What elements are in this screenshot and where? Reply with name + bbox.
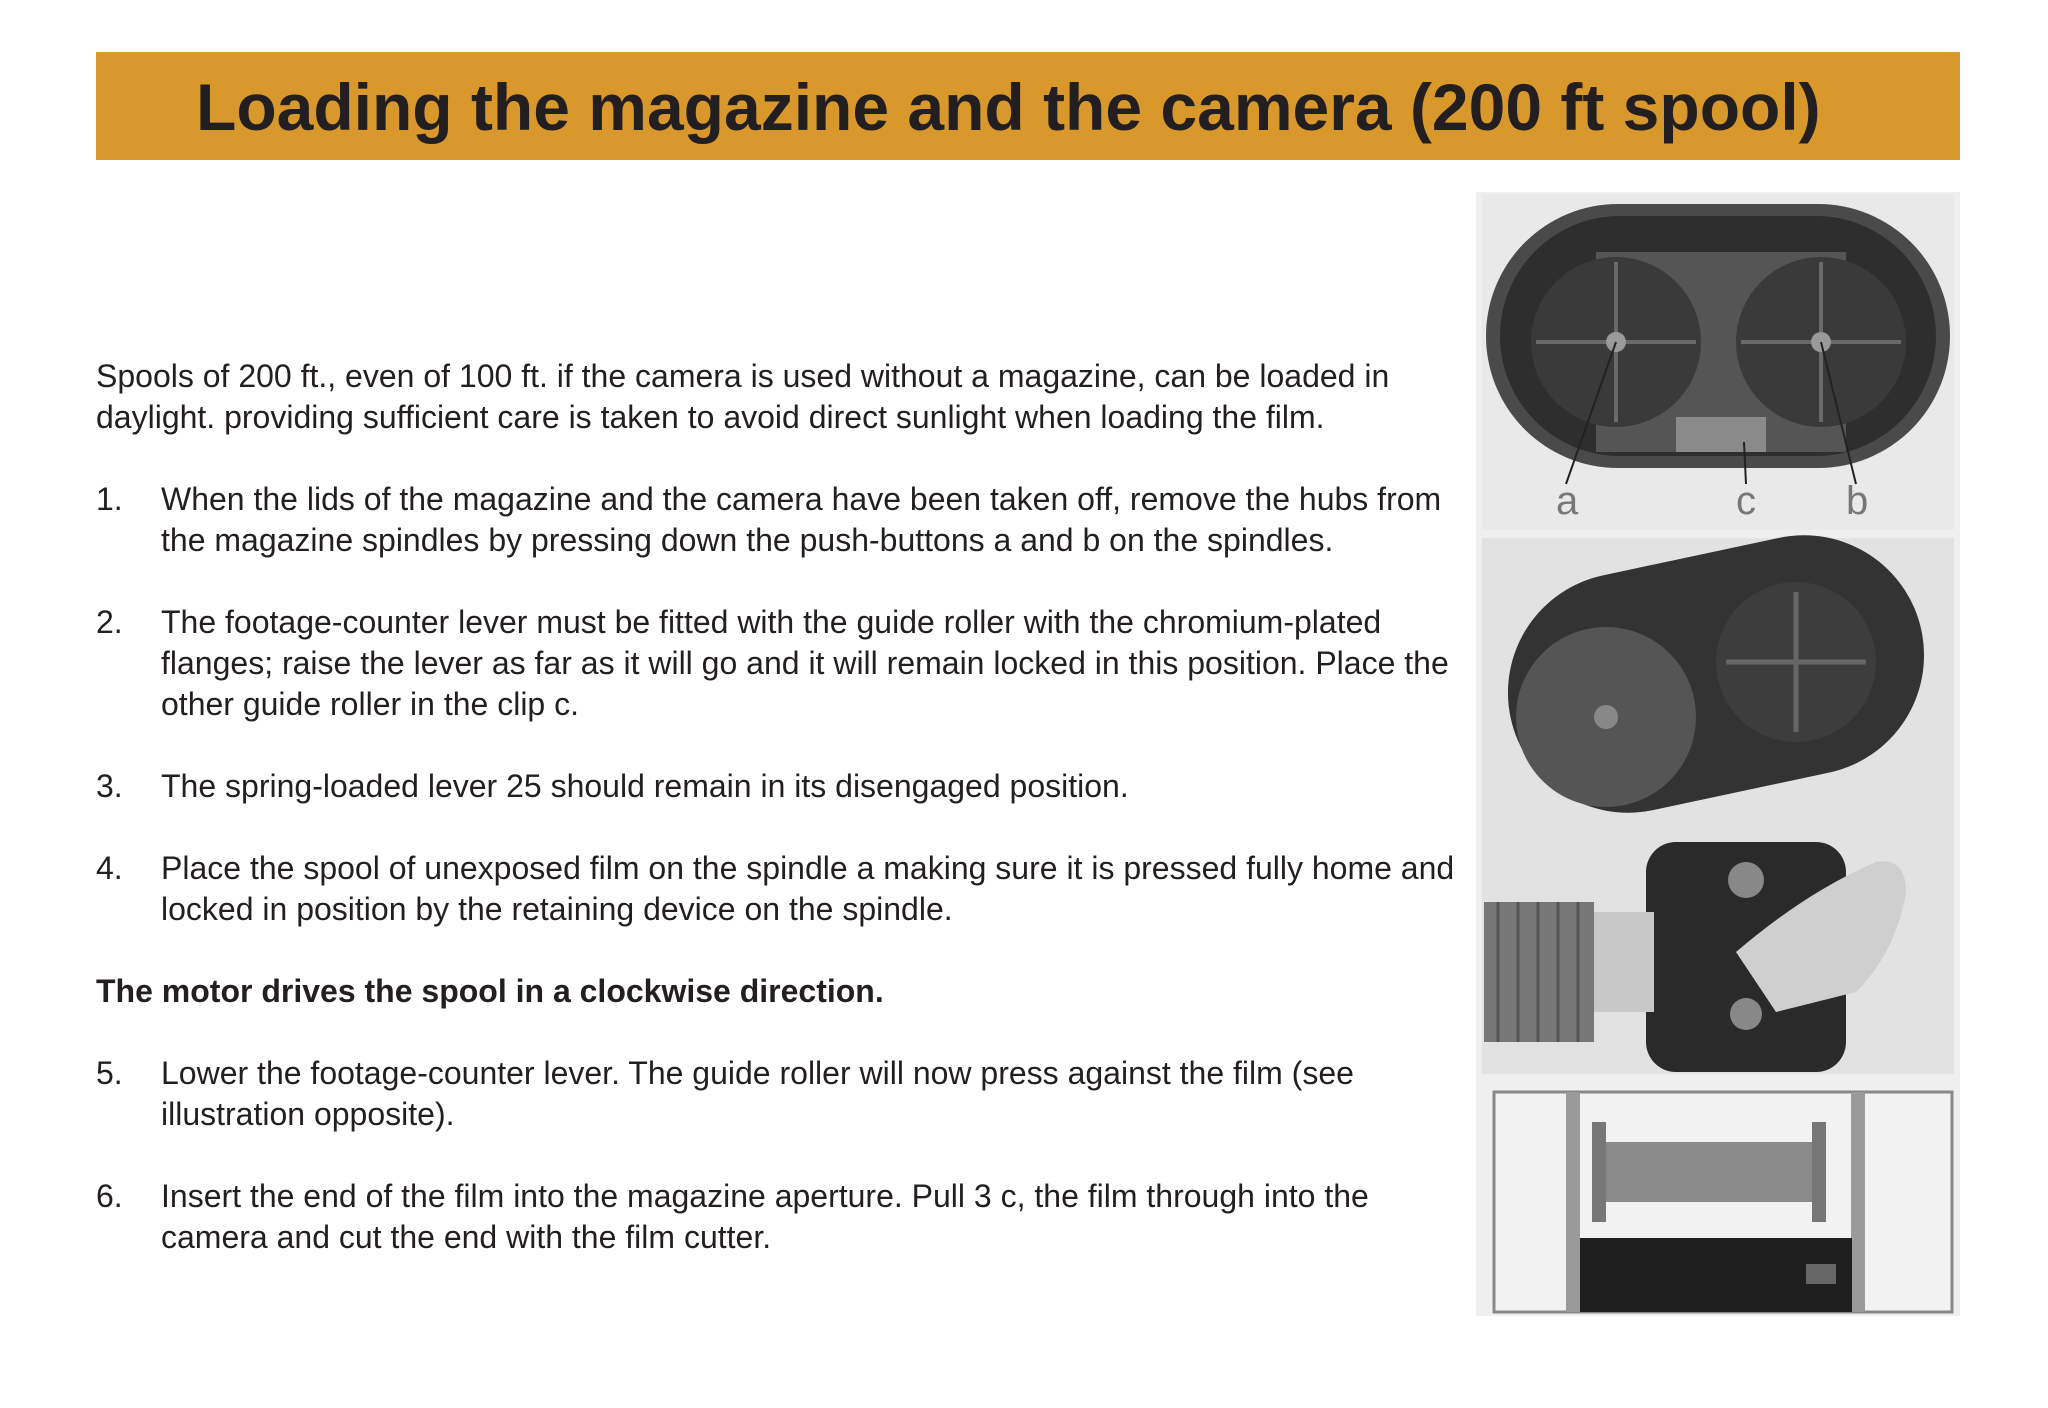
- step-text: The footage-counter lever must be fitted with the guide roller with the chromium-plated flanges; raise the lever as far as it will go and it will remain locked in this position. Place the other guide roller in the clip c.: [161, 604, 1449, 722]
- step-number: 4.: [96, 850, 123, 886]
- page-title: Loading the magazine and the camera (200 ft spool): [196, 70, 1821, 144]
- bold-note: The motor drives the spool in a clockwise direction.: [96, 973, 884, 1009]
- guide-roller: [1604, 1142, 1814, 1202]
- list-item: [96, 848, 1472, 930]
- step-number: 6.: [96, 1178, 123, 1214]
- step-text: Lower the footage-counter lever. The guide roller will now press against the film (see illustration opposite).: [161, 1055, 1354, 1132]
- film-gate: [1676, 417, 1766, 452]
- title-banner: [96, 52, 1960, 160]
- step-text: Place the spool of unexposed film on the spindle a making sure it is pressed fully home and locked in position by the retaining device on the spindle.: [161, 850, 1455, 927]
- camera-illustration-drawing: [1476, 192, 1960, 1316]
- step-text: When the lids of the magazine and the camera have been taken off, remove the hubs from the magazine spindles by pressing down the push-buttons a and b on the spindles.: [161, 481, 1442, 558]
- step-number: 1.: [96, 481, 123, 517]
- list-item: [96, 1053, 1472, 1135]
- step-number: 2.: [96, 604, 123, 640]
- instructions-body: [96, 356, 1472, 1299]
- list-item: [96, 1176, 1472, 1258]
- step-number: 3.: [96, 768, 123, 804]
- label-c: c: [1736, 479, 1756, 523]
- label-a: a: [1556, 479, 1579, 523]
- step-text: The spring-loaded lever 25 should remain in its disengaged position.: [161, 768, 1129, 804]
- intro-paragraph: Spools of 200 ft., even of 100 ft. if the camera is used without a magazine, can be loaded in daylight. providing sufficient care is taken to avoid direct sunlight when loading the film.: [96, 358, 1390, 435]
- step-text: Insert the end of the film into the magazine aperture. Pull 3 c, the film through into the camera and cut the end with the film cutter.: [161, 1178, 1369, 1255]
- label-b: b: [1846, 479, 1869, 523]
- list-item: [96, 766, 1472, 807]
- step-number: 5.: [96, 1055, 123, 1091]
- list-item: [96, 602, 1472, 725]
- camera-illustration: [1476, 192, 1960, 1316]
- list-item: [96, 479, 1472, 561]
